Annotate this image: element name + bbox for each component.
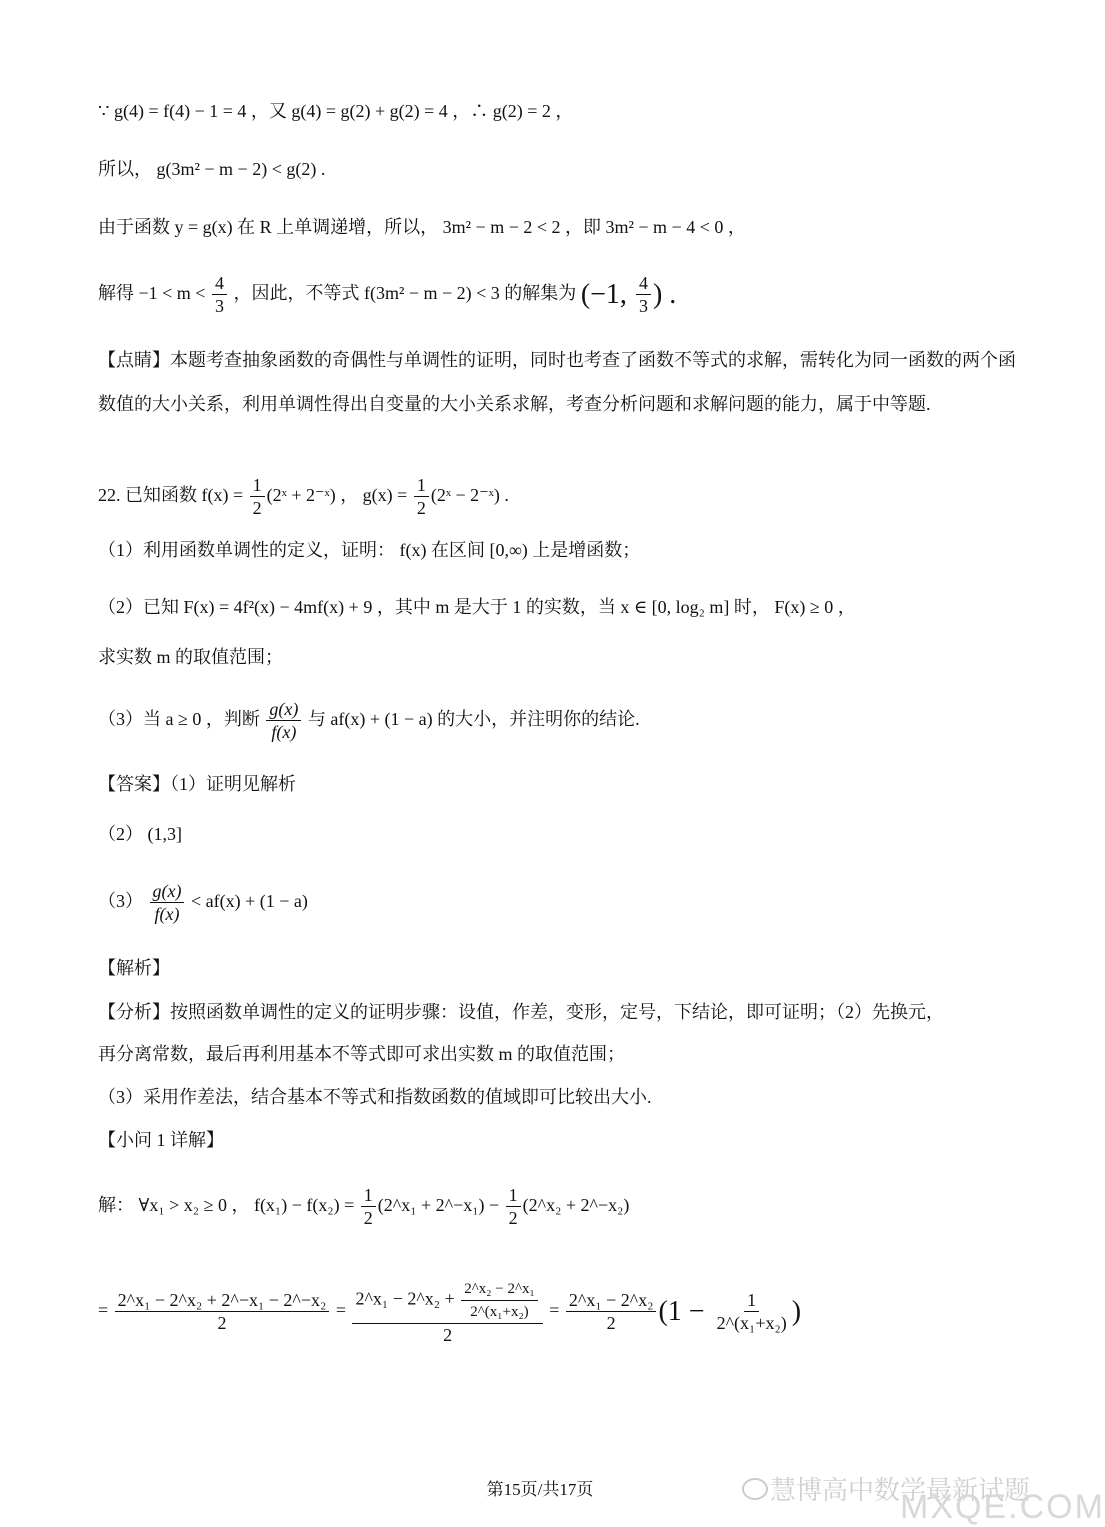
text-segment: (2^x₁ + 2^−x₁) − [377, 1195, 504, 1215]
interval-close: ) . [652, 278, 677, 310]
commentary-paragraph: 【点睛】本题考查抽象函数的奇偶性与单调性的证明，同时也考查了函数不等式的求解，需转化为同一函数的两个函数值的大小关系，利用单调性得出自变量的大小关系求解，考查分析问题和求解问题的能力，属于中等题. [98, 350, 1016, 414]
solution-step-1 [98, 1180, 1020, 1230]
watermark-text: 慧博高中数学最新试题 [770, 1476, 1031, 1505]
equals-sign: = [98, 1300, 109, 1320]
text-segment: < af(x) + (1 − a) [186, 891, 308, 911]
analysis-heading: 【解析】 [98, 958, 170, 978]
question-part-2-cont: 求实数 m 的取值范围； [98, 647, 284, 667]
text-segment: (2^x₂ + 2^−x₂) [522, 1195, 630, 1215]
fraction-g-over-f: $\frac{g(x)}{f(x)}$ [150, 880, 185, 925]
text-segment: 解得 −1 < m < [98, 283, 210, 303]
watermark-site: MXQE.COM [900, 1488, 1105, 1526]
fraction-4-3: $\frac{4}{3}$ [212, 272, 227, 317]
analysis-line-2: 再分离常数，最后再利用基本不等式即可求出实数 m 的取值范围； [98, 1044, 625, 1064]
text-segment: （3）当 a ≥ 0 ，判断 [98, 709, 265, 729]
paren-open: (1 − [658, 1295, 712, 1327]
fraction-step-d: $\frac{1}{\text{2\textasciicircum{}(x₁+x₂)}}$ [716, 1290, 787, 1334]
fraction-4-3-interval: $\frac{4}{3}$ [636, 272, 651, 317]
answer-2: （2） (1,3] [98, 824, 182, 844]
fraction-half: $\frac{1}{2}$ [361, 1184, 376, 1229]
fraction-half: $\frac{1}{2}$ [250, 474, 265, 519]
fraction-g-over-f: $\frac{g(x)}{f(x)}$ [266, 698, 301, 743]
solution-step-2 [98, 1275, 1020, 1347]
question-part-2: （2）已知 F(x) = 4f²(x) − 4mf(x) + 9 ，其中 m 是大于 1 的实数，当 x ∈ [0, log₂ m] 时， F(x) ≥ 0 ， [98, 597, 856, 617]
question-22-statement [98, 470, 1020, 520]
text-segment: 解： ∀x₁ > x₂ ≥ 0 ， f(x₁) − f(x₂) = [98, 1195, 359, 1215]
text-segment: (2ˣ + 2⁻ˣ) ， g(x) = [266, 485, 412, 505]
text-segment: (2ˣ − 2⁻ˣ) . [430, 485, 509, 505]
text-segment: ，因此，不等式 f(3m² − m − 2) < 3 的解集为 [233, 283, 581, 303]
solution-line-1: ∵ g(4) = f(4) − 1 = 4 ，又 g(4) = g(2) + g(2) = 4 ，∴ g(2) = 2 ， [98, 101, 574, 121]
equals-sign: = [549, 1300, 560, 1320]
equals-sign: = [335, 1300, 346, 1320]
fraction-half: $\frac{1}{2}$ [414, 474, 429, 519]
fraction-step-b: 2^x₁ − 2^x₂ + $\frac{\text{2\textasciicircum{}x₂ − 2\textasciicircum{}x₁}}{\text{2\textasciicircum{}(x₁+x₂)}}$ 2 [352, 1278, 542, 1346]
fraction-step-a: $\frac{\text{2\textasciicircum{}x₁ − 2\textasciicircum{}x₂ + 2\textasciicircum{}−x₁ − 2\textasciicircum{}−x₂}}{2}$ [115, 1289, 330, 1334]
solution-line-2: 所以， g(3m² − m − 2) < g(2) . [98, 159, 326, 179]
question-part-3 [98, 694, 1020, 744]
fraction-step-c: $\frac{\text{2\textasciicircum{}x₁ − 2\textasciicircum{}x₂}}{2}$ [566, 1289, 657, 1334]
fraction-half: $\frac{1}{2}$ [506, 1184, 521, 1229]
question-part-1: （1）利用函数单调性的定义，证明： f(x) 在区间 [0,∞) 上是增函数； [98, 540, 641, 560]
answer-3 [98, 876, 1020, 926]
subquestion-1-heading: 【小问 1 详解】 [98, 1130, 224, 1150]
answer-1: 【答案】（1）证明见解析 [98, 774, 296, 794]
solution-line-3: 由于函数 y = g(x) 在 R 上单调递增，所以， 3m² − m − 2 < 2 ，即 3m² − m − 4 < 0 ， [98, 217, 746, 237]
text-segment: （3） [98, 891, 148, 911]
interval-open: (−1, [580, 278, 634, 310]
page-number: 第15页/共17页 [486, 1480, 594, 1499]
text-segment: 22. 已知函数 f(x) = [98, 485, 248, 505]
analysis-line-1: 【分析】按照函数单调性的定义的证明步骤：设值，作差，变形，定号，下结论，即可证明；（2）先换元， [98, 1002, 944, 1022]
solution-line-4 [98, 268, 1020, 320]
analysis-line-3: （3）采用作差法，结合基本不等式和指数函数的值域即可比较出大小. [98, 1087, 652, 1107]
text-segment: 与 af(x) + (1 − a) 的大小，并注明你的结论. [303, 709, 640, 729]
paren-close: ) [791, 1295, 802, 1327]
